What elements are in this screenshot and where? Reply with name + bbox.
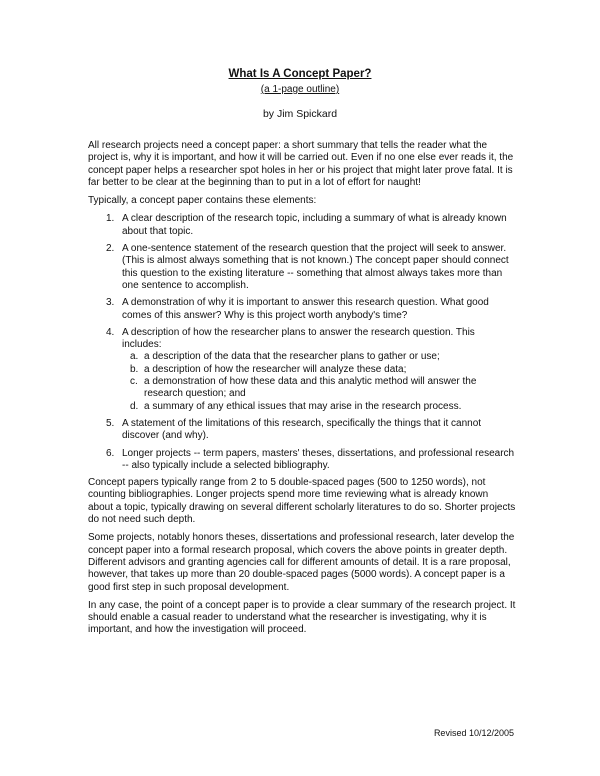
sub-list xyxy=(122,351,516,412)
list-number: 6. xyxy=(106,447,115,459)
sub-list-item xyxy=(122,401,516,413)
elements-lead: Typically, a concept paper contains these elements: xyxy=(88,195,317,207)
page-subtitle: (a 1-page outline) xyxy=(260,84,340,95)
sub-list-letter: d. xyxy=(130,400,139,412)
list-item xyxy=(88,327,516,413)
sub-list-item-text: a description of the data that the researcher plans to gather or use; xyxy=(144,351,440,363)
list-item xyxy=(88,297,516,322)
document-body xyxy=(88,140,516,643)
list-item xyxy=(88,418,516,443)
list-item-text: A description of how the researcher plans to answer the research question. This includes: xyxy=(122,326,475,351)
proposal-paragraph: Some projects, notably honors theses, dissertations and professional research, later develop the concept paper into a formal research proposal, which covers the above points in greater depth. Different advisors and granting agencies call for different amounts of detail. It is a rare proposal, however, that takes up more than 20 double-spaced pages (5000 words). A concept paper is a good first step in such proposal development. xyxy=(88,532,515,593)
sub-list-item xyxy=(122,351,516,363)
elements-list xyxy=(88,213,516,472)
sub-list-item-text: a description of how the researcher will analyze these data; xyxy=(144,363,407,375)
sub-list-item-text: a summary of any ethical issues that may arise in the research process. xyxy=(144,400,462,412)
sub-list-item xyxy=(122,364,516,376)
list-item-text: A clear description of the research topic, including a summary of what is already known about that topic. xyxy=(122,213,507,237)
list-number: 4. xyxy=(106,326,115,338)
sub-list-item-text: a demonstration of how these data and this analytic method will answer the research question; and xyxy=(144,376,477,400)
sub-list-letter: c. xyxy=(130,376,138,388)
page-title: What Is A Concept Paper? xyxy=(228,68,372,80)
list-item xyxy=(88,213,516,238)
list-item-text: Longer projects -- term papers, masters' theses, dissertations, and professional research -- also typically include a selected bibliography. xyxy=(122,447,515,471)
summary-paragraph: In any case, the point of a concept paper is to provide a clear summary of the research project. It should enable a casual reader to understand what the researcher is investigating, why it is important, and how the investigation will proceed. xyxy=(88,599,516,636)
list-number: 2. xyxy=(106,243,115,255)
author-line: by Jim Spickard xyxy=(262,108,338,120)
list-number: 5. xyxy=(106,417,115,429)
length-paragraph: Concept papers typically range from 2 to 5 double-spaced pages (500 to 1250 words), not counting bibliographies. Longer projects spend more time reviewing what is already known about a topic, typically drawing on several different scholarly literatures to do so. Shorter projects do not need such depth. xyxy=(88,477,516,526)
list-item-text: A demonstration of why it is important to answer this research question. What good comes of this answer? Why is this project worth anybody's time? xyxy=(122,297,489,321)
list-number: 1. xyxy=(106,213,115,225)
list-item-text: A one-sentence statement of the research question that the project will seek to answer. (This is almost always something that is not known.) The concept paper should connect this question to the existing literature -- something that almost always takes more than one sentence to accomplish. xyxy=(122,243,509,291)
list-number: 3. xyxy=(106,297,115,309)
intro-paragraph: All research projects need a concept paper: a short summary that tells the reader what the project is, why it is important, and how it will be carried out. Even if no one else ever reads it, the concept paper helps a researcher spot holes in her or his project that might later prove fatal. It is far better to be clear at the beginning than to put in a lot of effort for naught! xyxy=(88,140,514,188)
list-item xyxy=(88,243,516,292)
sub-list-letter: a. xyxy=(130,351,139,363)
revision-date: Revised 10/12/2005 xyxy=(433,728,514,738)
sub-list-letter: b. xyxy=(130,363,139,375)
sub-list-item xyxy=(122,376,516,401)
list-item xyxy=(88,448,516,473)
list-item-text: A statement of the limitations of this research, specifically the things that it cannot discover (and why). xyxy=(122,417,482,442)
